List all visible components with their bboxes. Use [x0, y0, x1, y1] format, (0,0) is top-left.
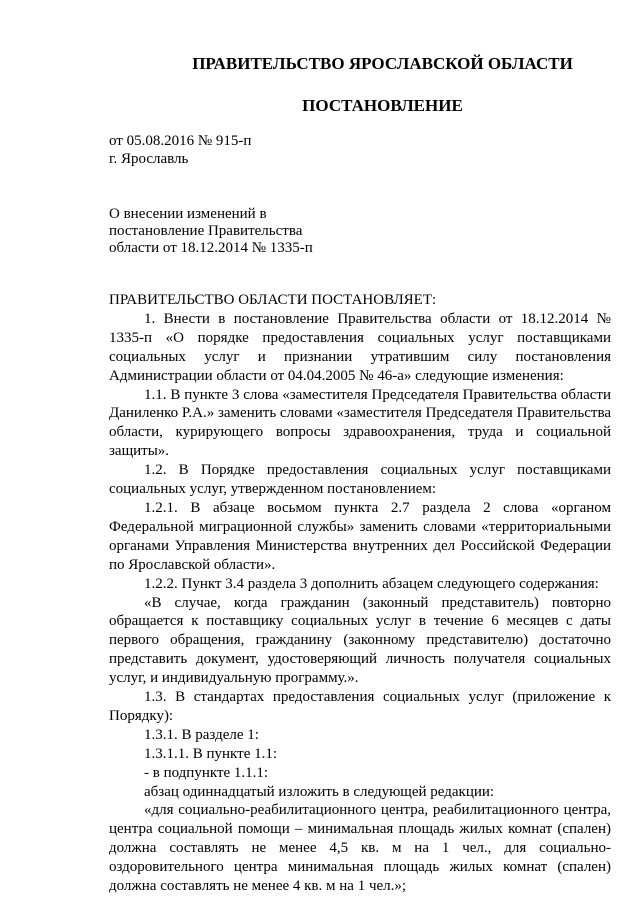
document-body — [109, 291, 611, 896]
subparagraph: - в подпункте 1.1.1: — [144, 764, 269, 781]
paragraph-1-2-2: 1.2.2. Пункт 3.4 раздела 3 дополнить абзацем следующего содержания: — [144, 575, 599, 592]
paragraph-1-3-1-1: 1.3.1.1. В пункте 1.1: — [144, 745, 278, 762]
subject-line-1: О внесении изменений в — [109, 206, 267, 222]
preamble: ПРАВИТЕЛЬСТВО ОБЛАСТИ ПОСТАНОВЛЯЕТ: — [109, 292, 437, 308]
paragraph-1-1: 1.1. В пункте 3 слова «заместителя Председателя Правительства области Даниленко Р.А.» заменить словами «заместителя Председателя Правительства области, курирующего вопросы здравоохранения, труда и социальной защиты». — [109, 386, 611, 460]
city: г. Ярославль — [109, 151, 189, 167]
government-heading: ПРАВИТЕЛЬСТВО ЯРОСЛАВСКОЙ ОБЛАСТИ — [192, 54, 573, 73]
paragraph-1-3-1: 1.3.1. В разделе 1: — [144, 726, 259, 743]
subject-line-3: области от 18.12.2014 № 1335-п — [109, 240, 313, 256]
document-type-heading: ПОСТАНОВЛЕНИЕ — [302, 96, 463, 115]
paragraph-1-2-1: 1.2.1. В абзаце восьмом пункта 2.7 раздела 2 слова «органом Федеральной миграционной службы» заменить словами «территориальными органами Управления Министерства внутренних дел Российской Федерации по Ярославской области». — [109, 499, 611, 573]
quote-paragraph-2: «для социально-реабилитационного центра, реабилитационного центра, центра социальной помощи – минимальная площадь жилых комнат (спален) должна составлять не менее 4,5 кв. м на 1 чел., для социально-оздоровительного центра минимальная площадь жилых комнат (спален) должна составлять не менее 4 кв. м на 1 чел.»; — [109, 802, 611, 895]
quote-paragraph-1: «В случае, когда гражданин (законный представитель) повторно обращается к поставщику социальных услуг в течение 6 месяцев с даты первого обращения, гражданину (законному представителю) достаточно представить документ, удостоверяющий личность получателя социальных услуг, и индивидуальную программу.». — [109, 594, 611, 687]
subject-line-2: постановление Правительства — [109, 223, 303, 239]
abzac-instruction: абзац одиннадцатый изложить в следующей редакции: — [144, 783, 495, 800]
paragraph-1-2: 1.2. В Порядке предоставления социальных услуг поставщиками социальных услуг, утвержденном постановлением: — [109, 462, 611, 498]
date-number: от 05.08.2016 № 915-п — [109, 133, 252, 149]
paragraph-1-3: 1.3. В стандартах предоставления социальных услуг (приложение к Порядку): — [109, 689, 611, 724]
paragraph-1: 1. Внести в постановление Правительства области от 18.12.2014 № 1335-п «О порядке предоставления социальных услуг поставщиками социальных услуг и признании утратившим силу постановления Администрации области от 04.04.2005 № 46-а» следующие изменения: — [109, 310, 611, 384]
